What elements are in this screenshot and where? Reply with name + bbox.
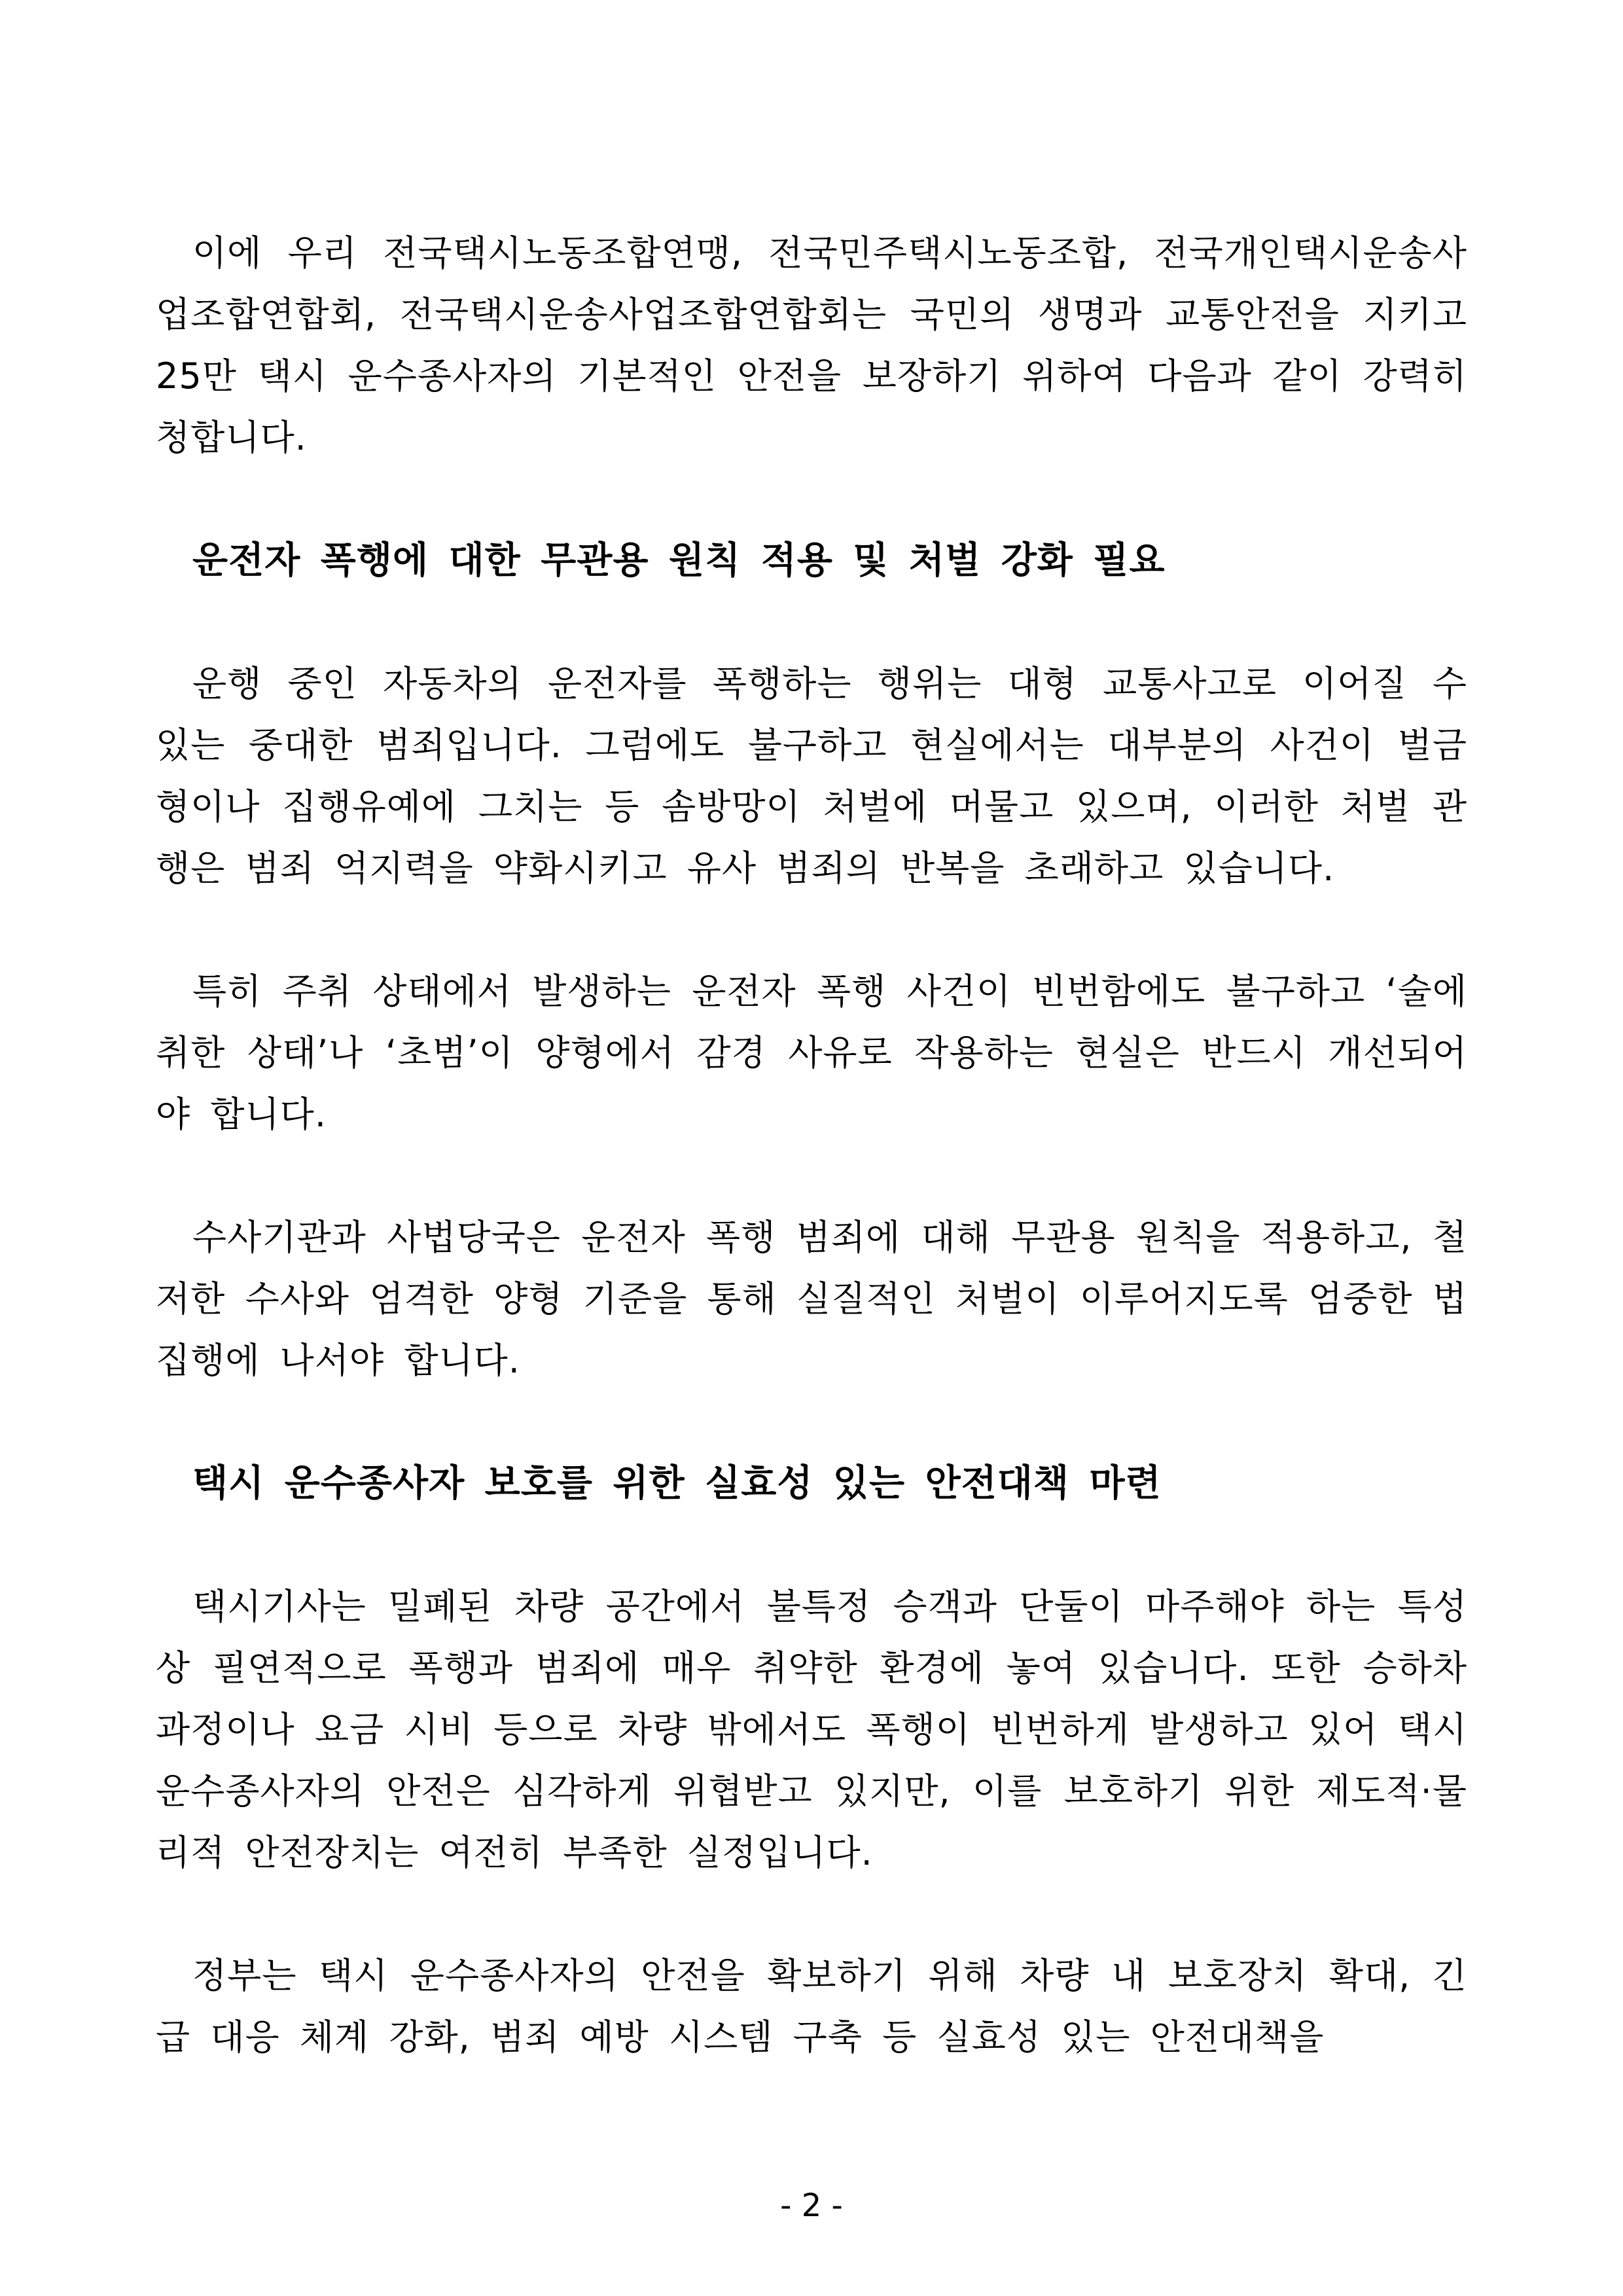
page-number: - 2 - (780, 2187, 843, 2224)
section-heading-1: 운전자 폭행에 대한 무관용 원칙 적용 및 처벌 강화 필요 (192, 539, 1166, 582)
paragraph-1a: 운행 중인 자동차의 운전자를 폭행하는 행위는 대형 교통사고로 이어질 수 있는 중대한 범죄입니다. 그럼에도 불구하고 현실에서는 대부분의 사건이 벌금형이나 집행유예에 그치는 등 솜방망이 처벌에 머물고 있으며, 이러한 처벌 관행은 범죄 억지력을 약화시키고 유사 범죄의 반복을 초래하고 있습니다. (156, 663, 1467, 889)
paragraph-intro: 이에 우리 전국택시노동조합연맹, 전국민주택시노동조합, 전국개인택시운송사업조합연합회, 전국택시운송사업조합연합회는 국민의 생명과 교통안전을 지키고 25만 택시 운수종사자의 기본적인 안전을 보장하기 위하여 다음과 같이 강력히 청합니다. (156, 232, 1467, 458)
paragraph-2a: 택시기사는 밀폐된 차량 공간에서 불특정 승객과 단둘이 마주해야 하는 특성상 필연적으로 폭행과 범죄에 매우 취약한 환경에 놓여 있습니다. 또한 승하차 과정이나 요금 시비 등으로 차량 밖에서도 폭행이 빈번하게 발생하고 있어 택시 운수종사자의 안전은 심각하게 위협받고 있지만, 이를 보호하기 위한 제도적·물리적 안전장치는 여전히 부족한 실정입니다. (156, 1586, 1467, 1873)
paragraph-2b: 정부는 택시 운수종사자의 안전을 확보하기 위해 차량 내 보호장치 확대, 긴급 대응 체계 강화, 범죄 예방 시스템 구축 등 실효성 있는 안전대책을 (156, 1955, 1467, 2058)
paragraph-1b: 특히 주취 상태에서 발생하는 운전자 폭행 사건이 빈번함에도 불구하고 ‘술에 취한 상태’나 ‘초범’이 양형에서 감경 사유로 작용하는 현실은 반드시 개선되어야 합니다. (156, 971, 1467, 1135)
section-heading-2: 택시 운수종사자 보호를 위한 실효성 있는 안전대책 마련 (192, 1462, 1162, 1505)
paragraph-1c: 수사기관과 사법당국은 운전자 폭행 범죄에 대해 무관용 원칙을 적용하고, 철저한 수사와 엄격한 양형 기준을 통해 실질적인 처벌이 이루어지도록 엄중한 법 집행에 나서야 합니다. (156, 1217, 1467, 1381)
document-body (156, 223, 1467, 2130)
